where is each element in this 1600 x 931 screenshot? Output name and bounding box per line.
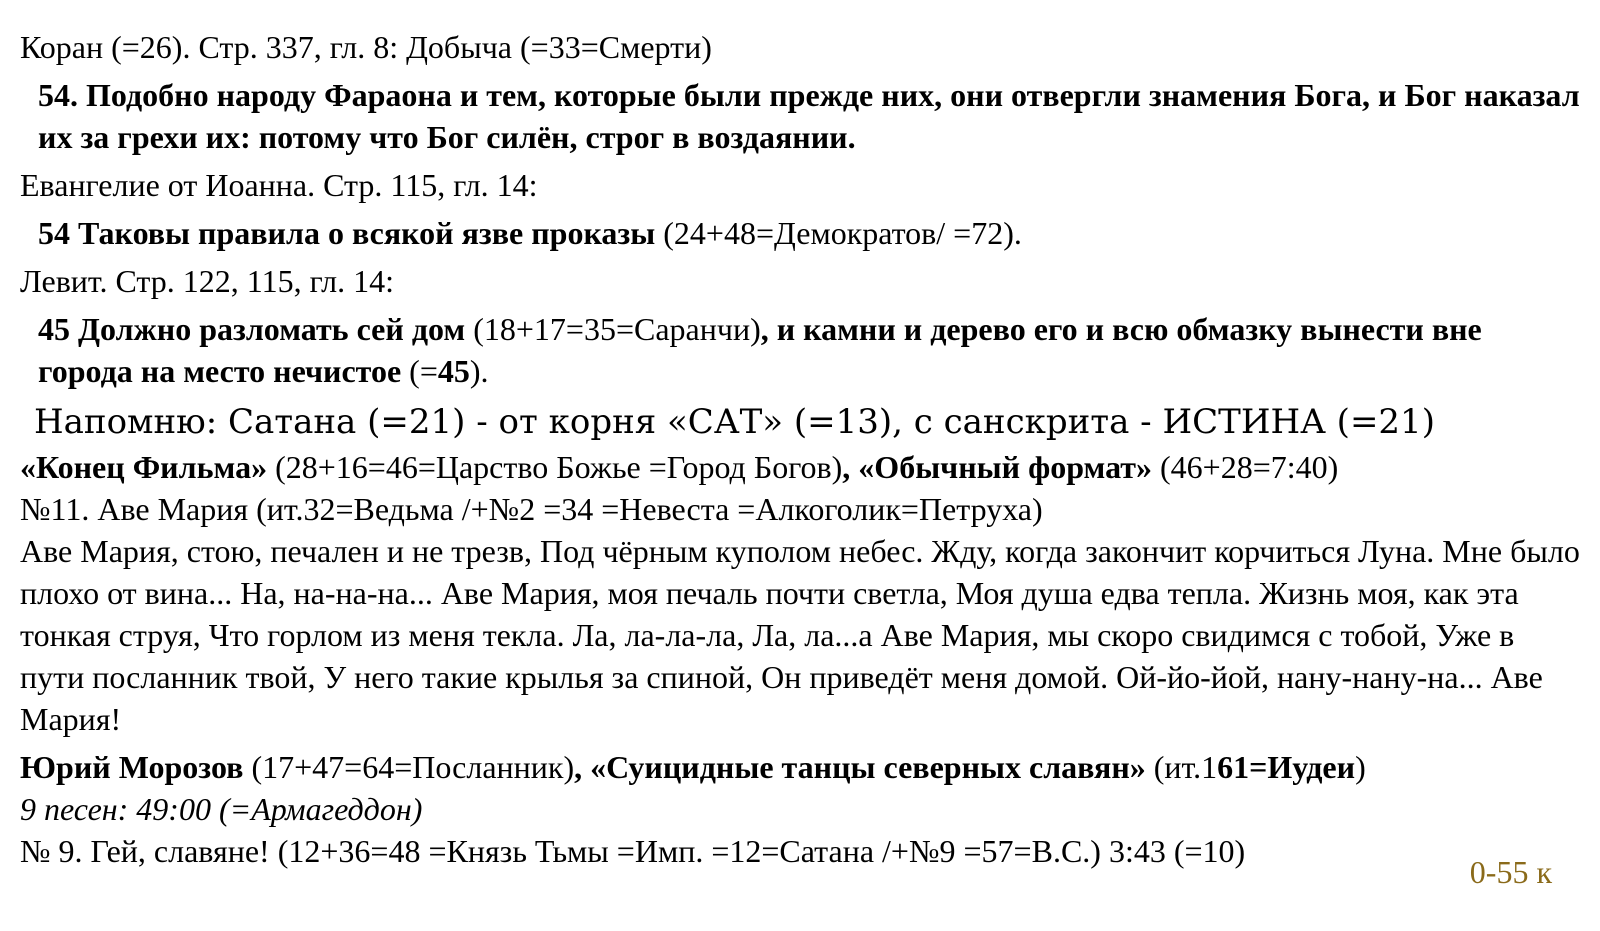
leviticus-bold-1: 45 Должно разломать сей дом <box>38 311 466 347</box>
leviticus-note-2: (= <box>401 353 438 389</box>
film-format-line <box>20 446 1580 488</box>
koran-reference: Коран (=26). Стр. 337, гл. 8: Добыча (=33=Смерти) <box>20 29 712 65</box>
song-title-ave-maria: №11. Аве Мария (ит.32=Ведьма /+№2 =34 =Невеста =Алкоголик=Петруха) <box>20 491 1043 527</box>
leviticus-reference: Левит. Стр. 122, 115, гл. 14: <box>20 263 394 299</box>
gospel-reference: Евангелие от Иоанна. Стр. 115, гл. 14: <box>20 167 538 203</box>
format-bold: , «Обычный формат» <box>842 449 1152 485</box>
corner-label: 0-55 к <box>1469 854 1552 890</box>
song-title-gey-slavyane: № 9. Гей, славяне! (12+36=48 =Князь Тьмы =Имп. =12=Сатана /+№9 =57=В.С.) 3:43 (=10) <box>20 833 1246 869</box>
album-bold: , «Суицидные танцы северных славян» <box>574 749 1146 785</box>
format-note: (46+28=7:40) <box>1152 449 1339 485</box>
gospel-verse-bold: 54 Таковы правила о всякой язве проказы <box>38 215 656 251</box>
song-lyrics: Аве Мария, стою, печален и не трезв, Под чёрным куполом небес. Жду, когда закончит корчиться Луна. Мне было плохо от вина... На, на-на-на... Аве Мария, моя печаль почти светла, Моя душа едва тепла. Жизнь моя, как эта тонкая струя, Что горлом из меня текла. Ла, ла-ла-ла, Ла, ла...а Аве Мария, мы скоро свидимся с тобой, Уже в пути посланник твой, У него такие крылья за спиной, Он приведёт меня домой. Ой-йо-йой, нану-нану-на... Аве Мария! <box>20 533 1580 737</box>
document-page <box>20 26 1580 872</box>
leviticus-bold-3: 45 <box>437 353 470 389</box>
album-bold-2: 61=Иудеи <box>1217 749 1356 785</box>
film-end-note: (28+16=46=Царство Божье =Город Богов) <box>267 449 843 485</box>
album-note: (ит.1 <box>1145 749 1218 785</box>
koran-verse-54: 54. Подобно народу Фараона и тем, которые были прежде них, они отвергли знамения Бога, и Бог наказал их за грехи их: потому что Бог силён, строг в воздаянии. <box>38 77 1580 155</box>
gospel-verse-note: (24+48=Демократов/ =72). <box>655 215 1022 251</box>
leviticus-verse-45 <box>20 308 1580 392</box>
artist-album-line <box>20 746 1580 788</box>
album-duration: 9 песен: 49:00 (=Армагеддон) <box>20 791 423 827</box>
artist-note: (17+47=64=Посланник) <box>243 749 575 785</box>
film-end-bold: «Конец Фильма» <box>20 449 268 485</box>
leviticus-note-1: (18+17=35=Саранчи) <box>465 311 761 347</box>
leviticus-note-3: ). <box>469 353 489 389</box>
gospel-verse-54 <box>20 212 1580 254</box>
artist-bold: Юрий Морозов <box>20 749 244 785</box>
album-note-2: ) <box>1355 749 1366 785</box>
leviticus-bold-2: , и камни и дерево его и всю обмазку вынести вне города на место нечистое <box>38 311 1482 389</box>
reminder-line: Напомню: Сатана (=21) - от корня «САТ» (=13), с санскрита - ИСТИНА (=21) <box>34 402 1435 442</box>
